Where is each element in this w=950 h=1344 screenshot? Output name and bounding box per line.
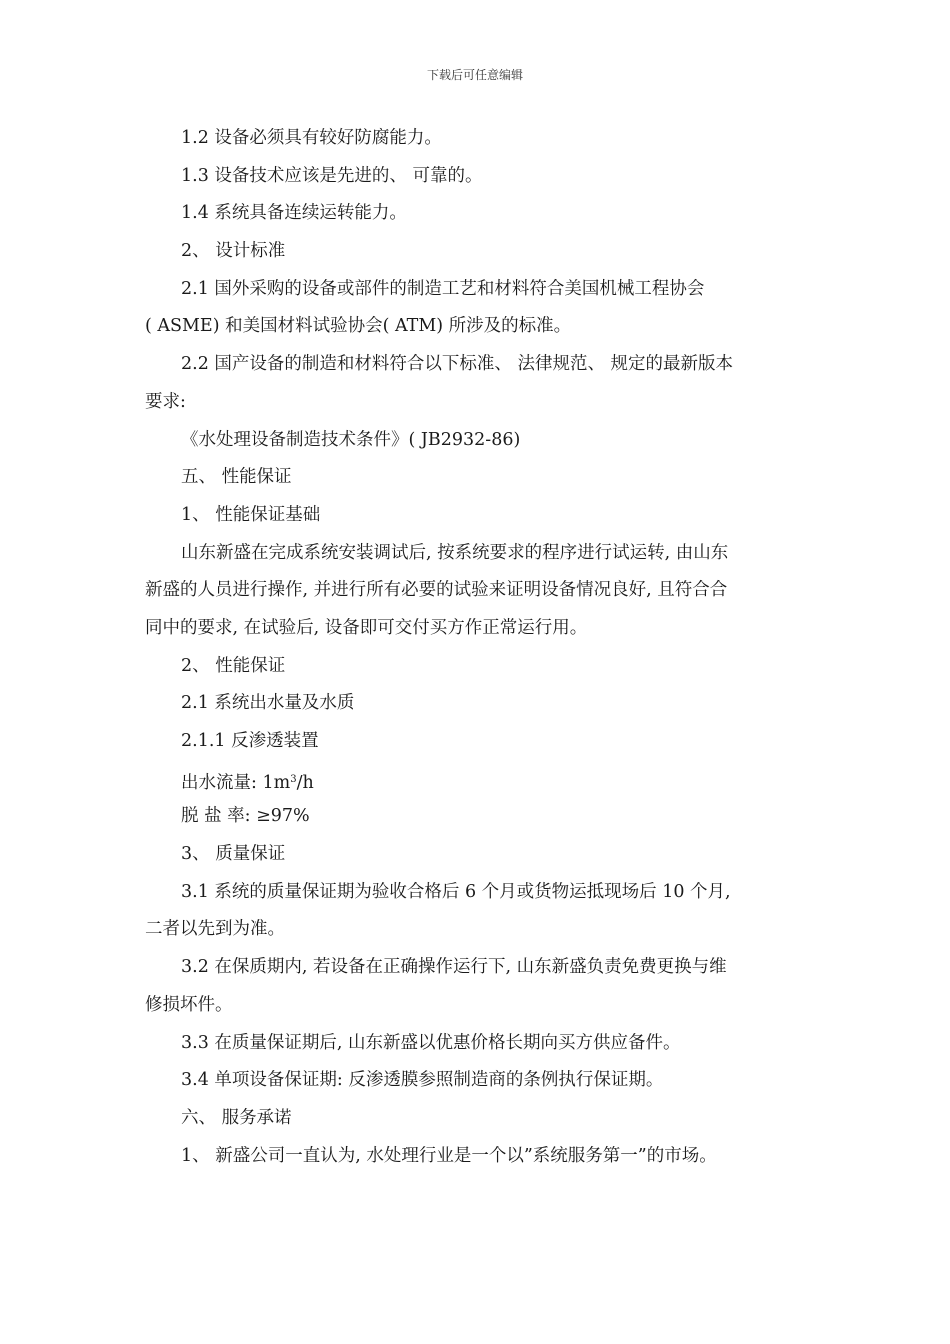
flow-rate-unit: /h [296,772,314,793]
paragraph-line: 同中的要求, 在试验后, 设备即可交付买方作正常运行用。 [145,617,588,638]
paragraph-line: 1.4 系统具备连续运转能力。 [181,203,407,224]
paragraph-line: 1.2 设备必须具有较好防腐能力。 [181,128,442,148]
page-header: 下载后可任意编辑 [426,68,523,82]
paragraph-line: 2.1.1 反渗透装置 [181,731,319,751]
flow-rate-text: 出水流量: 1m [181,772,291,793]
paragraph-line: 2.1 国外采购的设备或部件的制造工艺和材料符合美国机械工程协会 [181,278,705,299]
paragraph-line: 3.2 在保质期内, 若设备在正确操作运行下, 山东新盛负责免费更换与维 [181,957,727,978]
paragraph-line: 2.1 系统出水量及水质 [181,693,355,714]
flow-rate-superscript: 3 [290,773,297,785]
paragraph-line: 1.3 设备技术应该是先进的、 可靠的。 [181,165,483,186]
standard-reference: 《水处理设备制造技术条件》( JB2932-86) [181,429,521,450]
section-heading: 2、 设计标准 [181,241,286,262]
paragraph-line: 3.1 系统的质量保证期为验收合格后 6 个月或货物运抵现场后 10 个月, [181,881,731,902]
paragraph-line: 3.3 在质量保证期后, 山东新盛以优惠价格长期向买方供应备件。 [181,1032,681,1053]
paragraph-line: 要求: [145,391,186,412]
paragraph-line: 3.4 单项设备保证期: 反渗透膜参照制造商的条例执行保证期。 [181,1070,664,1091]
section-heading: 3、 质量保证 [181,844,286,865]
paragraph-line: ( ASME) 和美国材料试验协会( ATM) 所涉及的标准。 [145,316,572,337]
paragraph-line: 1、 新盛公司一直认为, 水处理行业是一个以”系统服务第一”的市场。 [181,1145,717,1166]
chapter-heading: 六、 服务承诺 [181,1107,292,1128]
paragraph-line: 新盛的人员进行操作, 并进行所有必要的试验来证明设备情况良好, 且符合合 [145,580,728,601]
paragraph-line: 修损坏件。 [145,994,233,1015]
paragraph-line: 脱 盐 率: ≥97% [181,806,310,827]
section-heading: 1、 性能保证基础 [181,504,321,525]
paragraph-line: 2.2 国产设备的制造和材料符合以下标准、 法律规范、 规定的最新版本 [181,354,734,375]
paragraph-line: 二者以先到为准。 [145,919,285,940]
paragraph-line: 山东新盛在完成系统安装调试后, 按系统要求的程序进行试运转, 由山东 [181,542,729,563]
section-heading: 2、 性能保证 [181,655,286,676]
flow-rate-line [145,761,810,799]
chapter-heading: 五、 性能保证 [181,467,292,488]
document-body [145,120,810,1175]
